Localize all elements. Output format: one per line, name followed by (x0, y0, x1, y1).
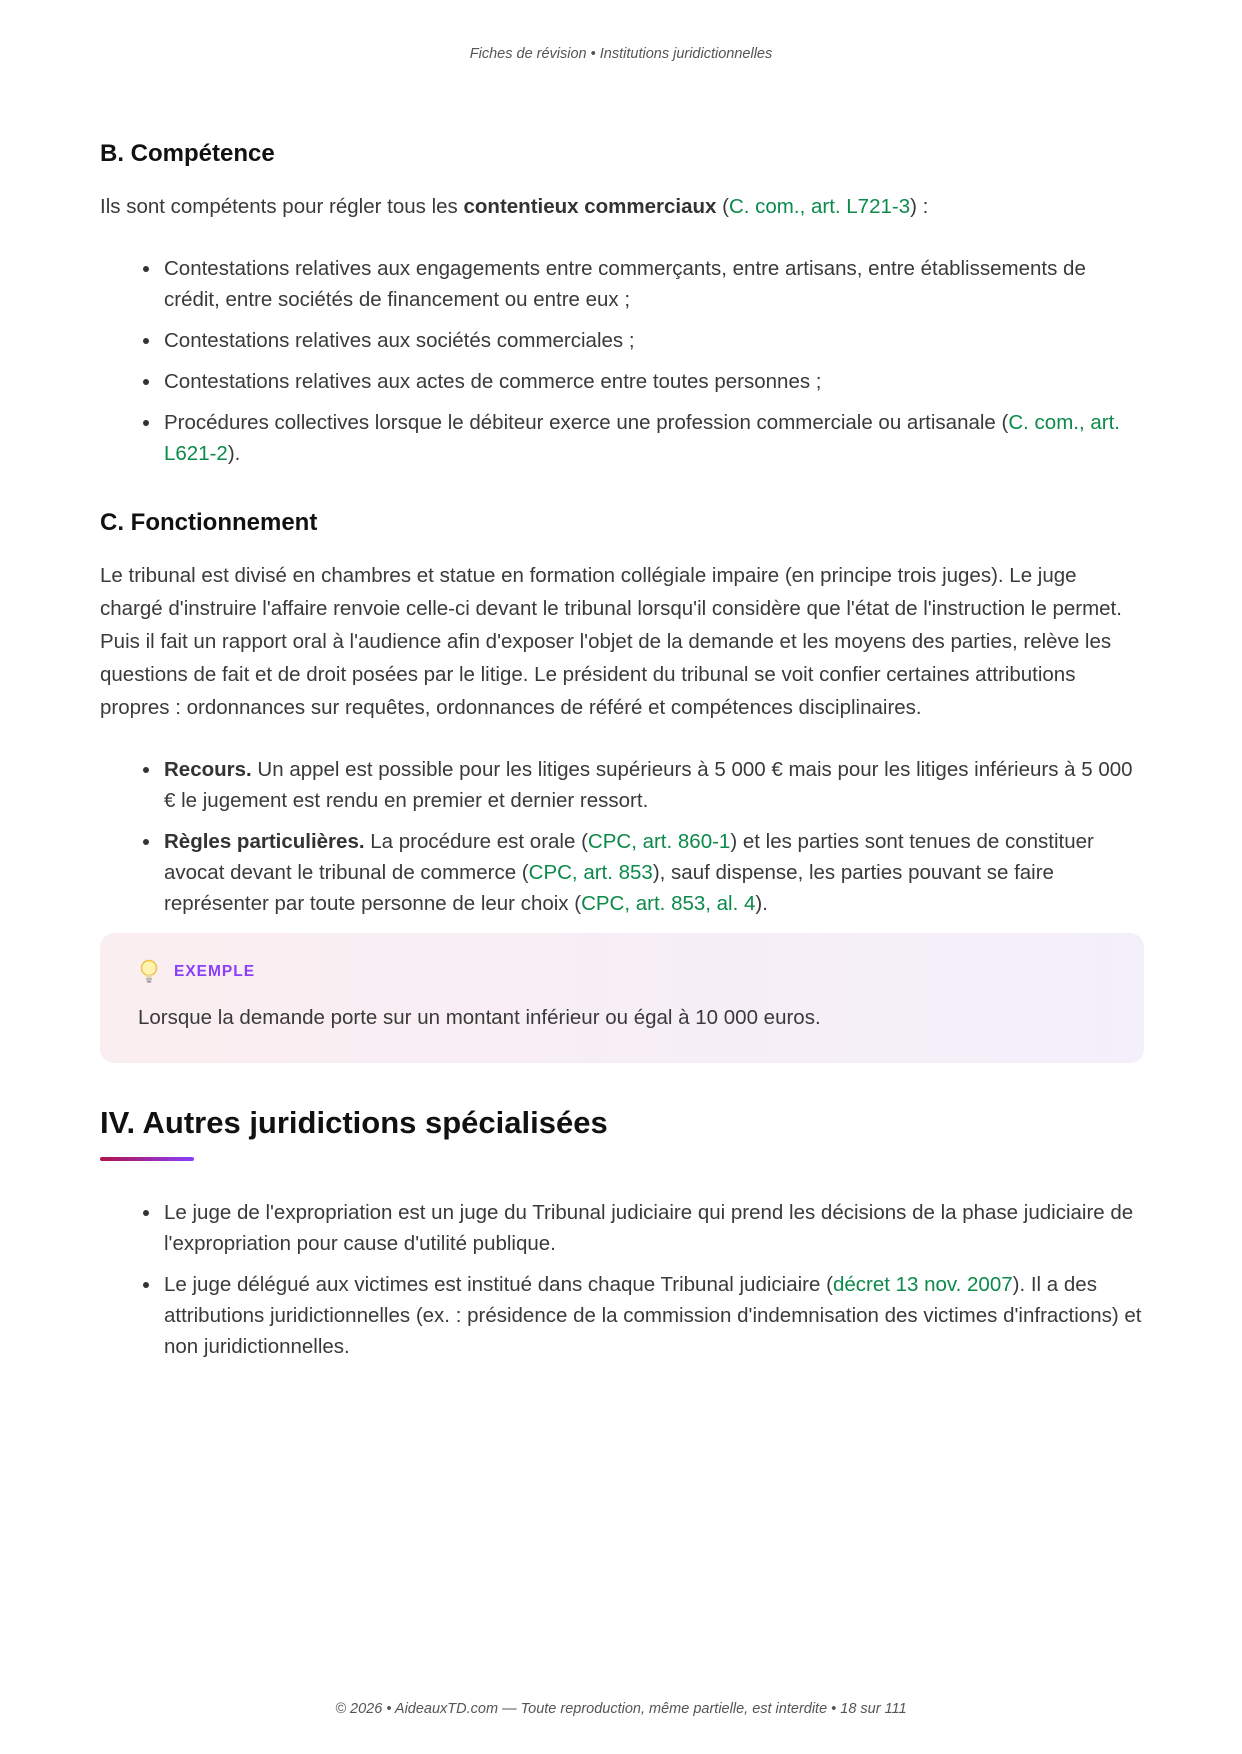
running-header: Fiches de révision • Institutions juridictionnelles (469, 46, 773, 62)
section-c-paragraph: Le tribunal est divisé en chambres et statue en formation collégiale impaire (en principe trois juges). Le juge chargé d'instruire l'affaire renvoie celle-ci devant le tribunal lorsqu'il considère que l'état de l'instruction le permet. Puis il fait un rapport oral à l'audience afin d'exposer l'objet de la demande et les moyens des parties, relève les questions de fait et de droit posées par le litige. Le président du tribunal se voit confier certaines attributions propres : ordonnances sur requêtes, ordonnances de référé et compétences disciplinaires. (100, 564, 1122, 719)
intro-text: Ils sont compétents pour régler tous les (100, 195, 464, 218)
list-item (162, 325, 1142, 356)
intro-paren-close: ) : (910, 195, 929, 218)
legal-reference: décret 13 nov. 2007 (832, 1273, 1013, 1296)
list-item-text: ). Il a des attributions juridictionnelles (ex. : présidence de la commission d'indemnisation des victimes d'infractions) et non juridictionnelles. (164, 1273, 1142, 1358)
list-item-text-end: ). (227, 442, 241, 465)
lightbulb-icon (138, 959, 160, 985)
list-item-label: Règles particulières. (164, 830, 365, 853)
list-item (162, 253, 1142, 315)
competence-list (100, 253, 1142, 469)
list-item (162, 407, 1142, 469)
list-item (162, 1197, 1142, 1259)
example-label: EXEMPLE (174, 963, 256, 980)
list-item (162, 826, 1142, 919)
legal-reference: CPC, art. 860-1 (587, 830, 731, 853)
list-item-text: Contestations relatives aux sociétés commerciales ; (164, 329, 635, 352)
page-content (100, 140, 1142, 1372)
list-item-text: ) et les parties sont tenues de constituer avocat devant le tribunal de commerce ( (164, 830, 1094, 884)
list-item-text: Le juge de l'expropriation est un juge du Tribunal judiciaire qui prend les décisions de la phase judiciaire de l'expropriation pour cause d'utilité publique. (164, 1201, 1134, 1255)
list-item-text: ). (755, 892, 768, 915)
list-item-text: Un appel est possible pour les litiges supérieurs à 5 000 € mais pour les litiges inférieurs à 5 000 € le jugement est rendu en premier et dernier ressort. (164, 758, 1133, 812)
list-item-label: Recours. (164, 758, 252, 781)
section-iv-heading: IV. Autres juridictions spécialisées (100, 1105, 608, 1140)
section-b-intro (100, 190, 1142, 223)
page-footer: © 2026 • AideauxTD.com — Toute reproduction, même partielle, est interdite • 18 sur 111 (335, 1701, 907, 1717)
list-item-text: Contestations relatives aux engagements entre commerçants, entre artisans, entre établissements de crédit, entre sociétés de financement ou entre eux ; (164, 257, 1086, 311)
list-item (162, 754, 1142, 816)
list-item-text: La procédure est orale ( (364, 830, 588, 853)
list-item-text: Le juge délégué aux victimes est institué dans chaque Tribunal judiciaire ( (164, 1273, 833, 1296)
list-item (162, 366, 1142, 397)
heading-underline (100, 1157, 194, 1161)
legal-reference: C. com., art. L721-3 (728, 195, 911, 218)
list-item-text: Contestations relatives aux actes de commerce entre toutes personnes ; (164, 370, 822, 393)
legal-reference: C. com., art. L621-2 (164, 411, 1120, 465)
legal-reference: CPC, art. 853, al. 4 (581, 892, 756, 915)
example-text: Lorsque la demande porte sur un montant inférieur ou égal à 10 000 euros. (138, 1006, 821, 1029)
list-item-text: ), sauf dispense, les parties pouvant se faire représenter par toute personne de leur choix ( (164, 861, 1054, 915)
section-c-heading: C. Fonctionnement (100, 509, 318, 536)
example-callout (100, 933, 1144, 1063)
legal-reference: CPC, art. 853 (528, 861, 653, 884)
fonctionnement-list (100, 754, 1142, 919)
intro-paren-open: ( (716, 195, 729, 218)
list-item-text: Procédures collectives lorsque le débiteur exerce une profession commerciale ou artisanale ( (164, 411, 1009, 434)
list-item (162, 1269, 1142, 1362)
example-header (138, 959, 1106, 985)
intro-bold: contentieux commerciaux (463, 195, 717, 218)
specialized-list (100, 1197, 1142, 1362)
section-b-heading: B. Compétence (100, 140, 275, 167)
